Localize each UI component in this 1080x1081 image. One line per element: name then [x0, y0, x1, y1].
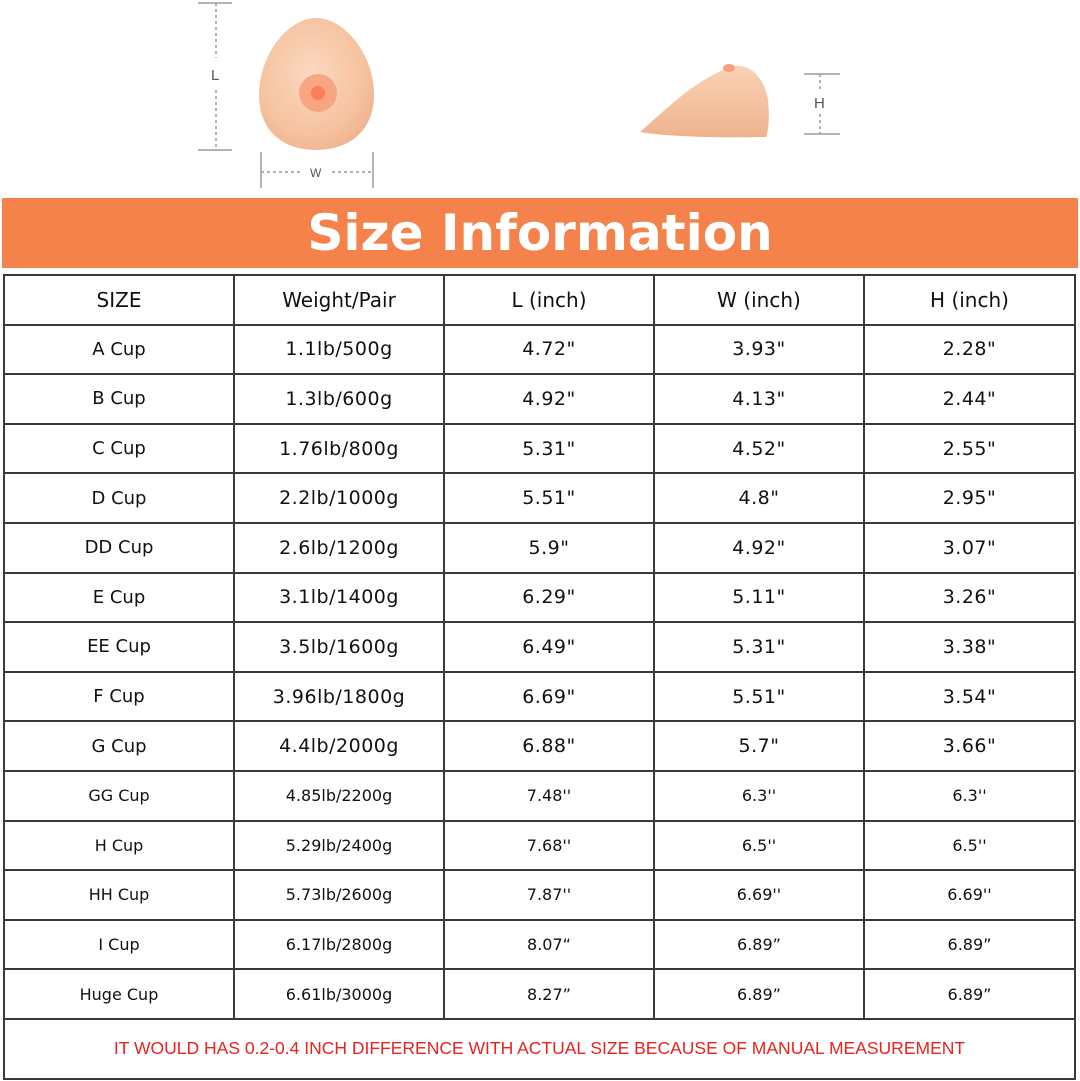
cell-weight: 1.1lb/500g	[234, 325, 444, 375]
table-header-row	[4, 275, 1075, 325]
cell-height: 3.66"	[864, 721, 1075, 771]
cell-weight: 5.29lb/2400g	[234, 821, 444, 871]
cell-weight: 3.96lb/1800g	[234, 672, 444, 722]
cell-width: 6.89”	[654, 920, 864, 970]
cell-width: 5.31"	[654, 622, 864, 672]
side-view	[640, 64, 769, 137]
header-size: SIZE	[4, 275, 234, 325]
table-row	[4, 721, 1075, 771]
cell-size: A Cup	[4, 325, 234, 375]
cell-width: 4.52"	[654, 424, 864, 474]
cell-length: 8.27”	[444, 969, 654, 1019]
width-label: W	[310, 166, 322, 180]
cell-weight: 4.4lb/2000g	[234, 721, 444, 771]
cell-weight: 3.1lb/1400g	[234, 573, 444, 623]
cell-size: HH Cup	[4, 870, 234, 920]
side-breast-shape	[640, 66, 769, 138]
header-length: L (inch)	[444, 275, 654, 325]
cell-height: 6.3''	[864, 771, 1075, 821]
cell-width: 5.11"	[654, 573, 864, 623]
table-note-row	[4, 1019, 1075, 1079]
cell-length: 5.51"	[444, 473, 654, 523]
cell-weight: 5.73lb/2600g	[234, 870, 444, 920]
cell-weight: 6.17lb/2800g	[234, 920, 444, 970]
cell-weight: 6.61lb/3000g	[234, 969, 444, 1019]
product-illustration	[0, 0, 1080, 196]
cell-length: 4.92"	[444, 374, 654, 424]
table-row	[4, 771, 1075, 821]
cell-width: 6.69''	[654, 870, 864, 920]
height-label: H	[814, 95, 825, 112]
table-row	[4, 473, 1075, 523]
cell-height: 3.38"	[864, 622, 1075, 672]
cell-width: 3.93"	[654, 325, 864, 375]
cell-height: 3.26"	[864, 573, 1075, 623]
side-nipple	[723, 64, 735, 72]
cell-weight: 2.2lb/1000g	[234, 473, 444, 523]
cell-size: F Cup	[4, 672, 234, 722]
cell-length: 7.48''	[444, 771, 654, 821]
cell-length: 4.72"	[444, 325, 654, 375]
table-row	[4, 374, 1075, 424]
cell-weight: 1.76lb/800g	[234, 424, 444, 474]
cell-size: C Cup	[4, 424, 234, 474]
cell-height: 6.89”	[864, 920, 1075, 970]
cell-width: 5.51"	[654, 672, 864, 722]
header-height: H (inch)	[864, 275, 1075, 325]
cell-size: EE Cup	[4, 622, 234, 672]
cell-width: 5.7"	[654, 721, 864, 771]
front-nipple	[311, 86, 325, 100]
cell-length: 8.07“	[444, 920, 654, 970]
header-weight: Weight/Pair	[234, 275, 444, 325]
cell-size: D Cup	[4, 473, 234, 523]
cell-width: 4.8"	[654, 473, 864, 523]
table-row	[4, 969, 1075, 1019]
cell-size: H Cup	[4, 821, 234, 871]
cell-width: 6.89”	[654, 969, 864, 1019]
cell-length: 6.88"	[444, 721, 654, 771]
cell-width: 6.5''	[654, 821, 864, 871]
cell-length: 5.31"	[444, 424, 654, 474]
table-row	[4, 821, 1075, 871]
cell-height: 2.55"	[864, 424, 1075, 474]
front-view	[259, 18, 374, 150]
size-info-banner	[2, 198, 1078, 268]
cell-size: E Cup	[4, 573, 234, 623]
cell-size: DD Cup	[4, 523, 234, 573]
cell-length: 6.29"	[444, 573, 654, 623]
cell-length: 7.87''	[444, 870, 654, 920]
cell-size: G Cup	[4, 721, 234, 771]
table-row	[4, 523, 1075, 573]
cell-height: 6.89”	[864, 969, 1075, 1019]
cell-height: 3.07"	[864, 523, 1075, 573]
cell-length: 6.49"	[444, 622, 654, 672]
length-label: L	[211, 67, 220, 84]
cell-height: 2.44"	[864, 374, 1075, 424]
cell-weight: 2.6lb/1200g	[234, 523, 444, 573]
cell-width: 6.3''	[654, 771, 864, 821]
cell-size: I Cup	[4, 920, 234, 970]
table-row	[4, 325, 1075, 375]
cell-size: B Cup	[4, 374, 234, 424]
cell-length: 7.68''	[444, 821, 654, 871]
table-row	[4, 672, 1075, 722]
size-table	[3, 274, 1076, 1080]
cell-weight: 1.3lb/600g	[234, 374, 444, 424]
table-row	[4, 573, 1075, 623]
table-row	[4, 622, 1075, 672]
cell-size: Huge Cup	[4, 969, 234, 1019]
table-row	[4, 920, 1075, 970]
table-row	[4, 870, 1075, 920]
cell-height: 6.69''	[864, 870, 1075, 920]
cell-width: 4.13"	[654, 374, 864, 424]
measurement-note: IT WOULD HAS 0.2-0.4 INCH DIFFERENCE WITH ACTUAL SIZE BECAUSE OF MANUAL MEASUREMENT	[4, 1019, 1075, 1079]
header-width: W (inch)	[654, 275, 864, 325]
cell-height: 3.54"	[864, 672, 1075, 722]
table-row	[4, 424, 1075, 474]
cell-length: 5.9"	[444, 523, 654, 573]
cell-length: 6.69"	[444, 672, 654, 722]
cell-width: 4.92"	[654, 523, 864, 573]
banner-title: Size Information	[307, 204, 773, 262]
cell-height: 2.95"	[864, 473, 1075, 523]
cell-weight: 3.5lb/1600g	[234, 622, 444, 672]
cell-size: GG Cup	[4, 771, 234, 821]
cell-height: 2.28"	[864, 325, 1075, 375]
cell-height: 6.5''	[864, 821, 1075, 871]
cell-weight: 4.85lb/2200g	[234, 771, 444, 821]
